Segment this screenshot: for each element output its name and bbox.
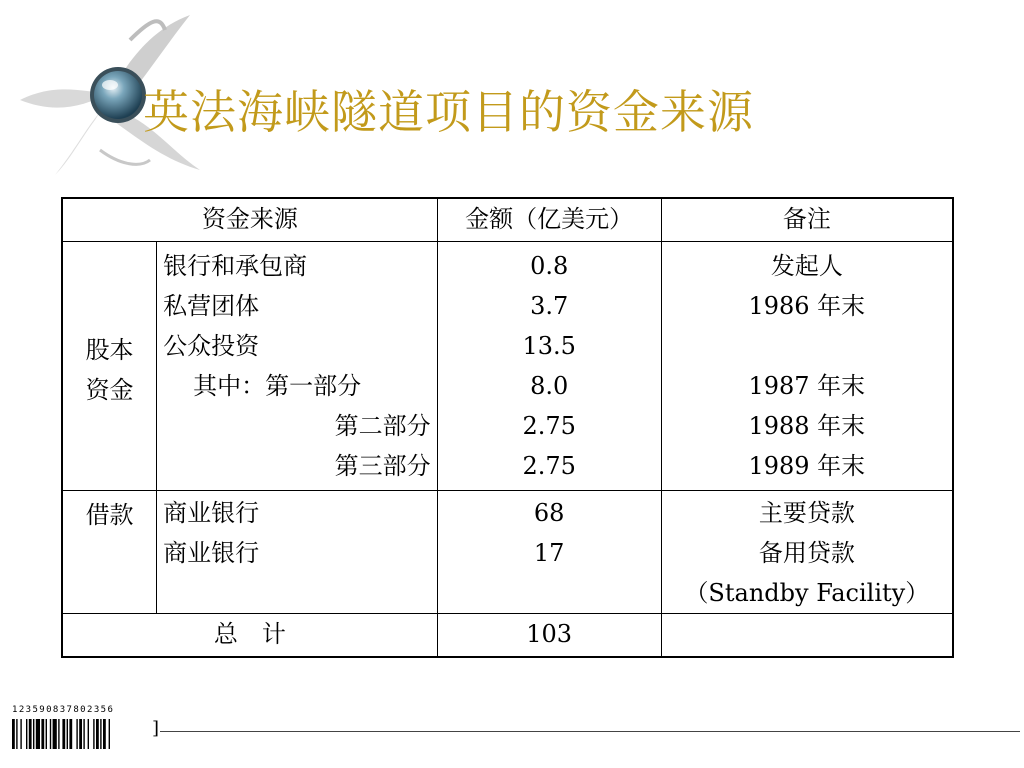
barcode-bar (46, 719, 47, 749)
barcode-bar (83, 719, 84, 749)
barcode-bar (79, 719, 82, 749)
equity-items-cell (157, 242, 438, 491)
table-row-equity (62, 242, 953, 491)
barcode-bar (33, 719, 34, 749)
amount-value: 2.75 (522, 412, 576, 440)
barcode-bar (103, 719, 106, 749)
list-item-sub: 第三部分 (334, 452, 431, 480)
amount-value: 17 (533, 539, 565, 567)
table-row-total (62, 614, 953, 658)
list-item: 商业银行 (163, 499, 260, 527)
sub-prefix: 其中： (193, 372, 266, 400)
note-value: 主要贷款 (758, 499, 855, 527)
footer-bracket: ] (152, 718, 160, 739)
footer-divider (160, 731, 1020, 732)
total-amount: 103 (437, 614, 661, 658)
list-item-sub: 第二部分 (334, 412, 431, 440)
note-value: 备用贷款 (758, 539, 855, 567)
list-item: 商业银行 (163, 539, 260, 567)
note-value: 1986 年末 (748, 292, 866, 320)
amount-value: 0.8 (530, 252, 569, 280)
barcode-bar (69, 719, 72, 749)
note-value: 1987 年末 (748, 372, 866, 400)
sub-item: 第一部分 (265, 372, 362, 400)
table-row-loans (62, 491, 953, 614)
loans-items-cell (157, 491, 438, 614)
total-note (661, 614, 953, 658)
barcode-bar (26, 719, 27, 749)
note-value: 1989 年末 (748, 452, 866, 480)
barcode-bar (76, 719, 77, 749)
amount-value: 13.5 (522, 332, 576, 360)
equity-notes-cell (661, 242, 953, 491)
loans-label-cell: 借款 (62, 491, 157, 614)
note-value: 1988 年末 (748, 412, 866, 440)
barcode-bar (16, 719, 17, 749)
barcode-bar (100, 719, 101, 749)
equity-label-cell (62, 242, 157, 491)
list-item-sub-first (163, 366, 431, 406)
barcode-bar (36, 719, 40, 749)
amount-value: 3.7 (530, 292, 569, 320)
list-item: 私营团体 (163, 292, 260, 320)
total-label: 总 计 (62, 614, 437, 658)
loans-notes-cell (661, 491, 953, 614)
header-note: 备注 (661, 198, 953, 242)
header-amount: 金额（亿美元） (437, 198, 661, 242)
list-item: 公众投资 (163, 332, 260, 360)
page-title: 英法海峡隧道项目的资金来源 (143, 85, 754, 139)
note-value (668, 326, 946, 366)
amount-value: 8.0 (530, 372, 569, 400)
header-source: 资金来源 (62, 198, 437, 242)
equity-amounts-cell (437, 242, 661, 491)
barcode-bar (41, 719, 44, 749)
table-header-row (62, 198, 953, 242)
barcode-bar (29, 719, 32, 749)
amount-value: 68 (533, 499, 565, 527)
barcode-bar (53, 719, 57, 749)
barcode-bar (20, 719, 21, 749)
barcode-bar (67, 719, 68, 749)
barcode-bar (50, 719, 51, 749)
barcode-bar (109, 719, 110, 749)
equity-label-line2: 资金 (85, 376, 134, 404)
barcode-digits: 123590837802356 (12, 705, 115, 715)
barcode-icon (10, 705, 160, 750)
barcode-bar (88, 719, 89, 749)
barcode-bar (93, 719, 94, 749)
amount-value: 2.75 (522, 452, 576, 480)
barcode-bar (62, 719, 65, 749)
loans-amounts-cell (437, 491, 661, 614)
funding-sources-table (61, 197, 954, 658)
list-item: 银行和承包商 (163, 252, 308, 280)
note-value: （Standby Facility） (684, 579, 930, 607)
barcode-bar (96, 719, 99, 749)
equity-label-line1: 股本 (85, 336, 134, 364)
barcode-bar (12, 719, 15, 749)
barcode-bar (58, 719, 59, 749)
note-value: 发起人 (770, 252, 843, 280)
